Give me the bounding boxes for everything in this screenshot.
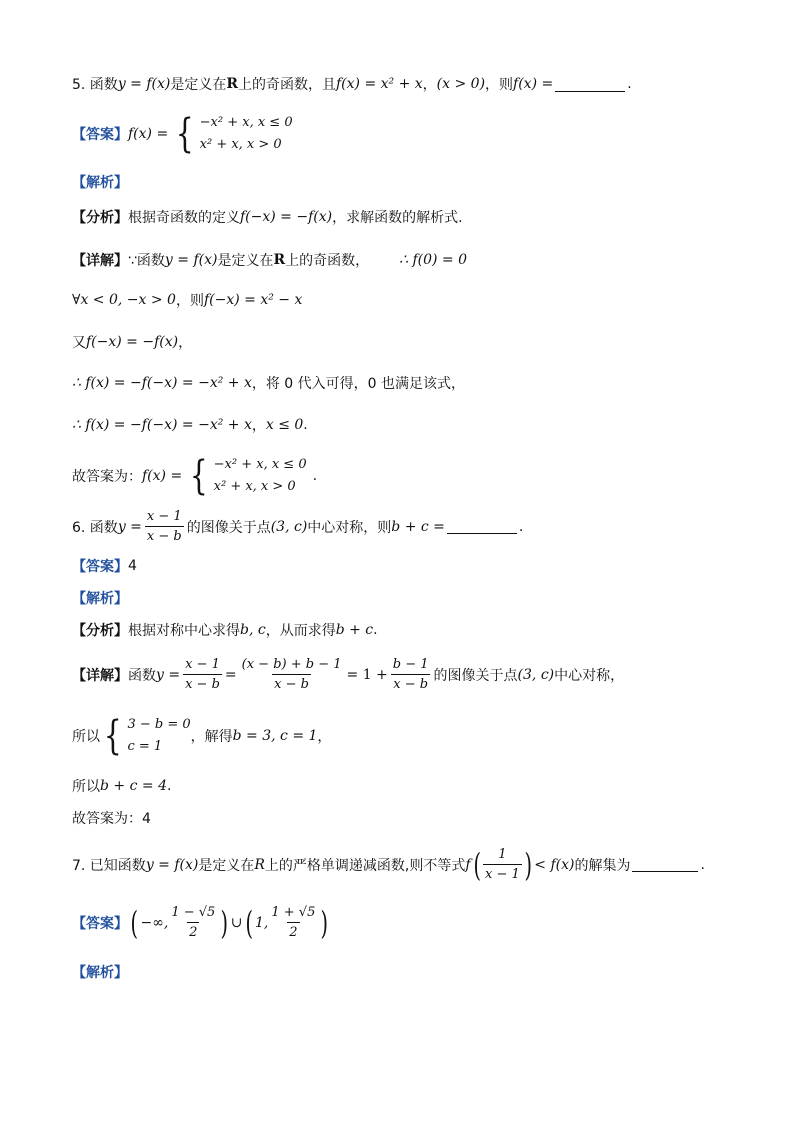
q5-detail-expr1: y = f(x)	[164, 252, 218, 268]
q5-expr-fx-eq: f(x) =	[513, 76, 554, 92]
q6-answer-value: 4	[128, 558, 137, 574]
q6-d-f3-den: x − b	[391, 674, 430, 693]
q7-stem-d: 的解集为	[574, 857, 631, 874]
q6-frac-num: x − 1	[146, 509, 182, 524]
q6-answer	[72, 556, 137, 576]
q6-d-f2-den: x − b	[272, 674, 311, 693]
q6-d-y: y =	[156, 666, 181, 683]
q6-frac-den: x − b	[145, 526, 184, 545]
q7-fraction	[483, 846, 522, 883]
q5-l2-b: ，	[178, 335, 193, 351]
q5-answer-tag: 【答案】	[72, 127, 128, 143]
q5-line4	[72, 415, 308, 435]
q6-d-point: (3, c)	[517, 666, 555, 683]
q6-detail-tag: 【详解】	[72, 667, 128, 684]
q5-stem-text-b: 是定义在	[170, 77, 227, 93]
q7-ans1-a: −∞,	[140, 914, 169, 931]
q6-fraction	[145, 508, 184, 545]
q6-fenxi-c: .	[373, 622, 378, 638]
q7-answer-tag: 【答案】	[72, 915, 128, 932]
q7-ans1-den: 2	[187, 922, 199, 941]
q6-fenxi-tag: 【分析】	[72, 623, 128, 639]
q6-detail-a: 函数	[128, 667, 156, 684]
q5-fenxi	[72, 207, 463, 227]
q5-fenxi-b: ，求解函数的解析式.	[332, 210, 463, 226]
q6-point: (3, c)	[270, 518, 308, 535]
q6-d-frac3	[391, 656, 431, 693]
q5-expr-yfx: y = f(x)	[117, 76, 171, 92]
q5-l1-expr2: f(−x) = x² − x	[203, 292, 303, 308]
q6-fenxi-expr2: b + c	[335, 622, 374, 638]
left-brace-icon: {	[176, 111, 194, 157]
q5-l1-a: ，则	[175, 293, 204, 309]
q5-stem-text-d: ，则	[485, 77, 514, 93]
q7-answer	[72, 904, 331, 941]
left-paren-icon: (	[473, 845, 481, 884]
q7-real-set: R	[254, 856, 265, 873]
right-paren-icon: )	[524, 845, 532, 884]
q6-y-eq: y =	[117, 518, 142, 535]
q5-final-case1: −x² + x, x ≤ 0	[213, 457, 307, 472]
q5-final-lhs: f(x) =	[142, 468, 183, 484]
q7-frac-den: x − 1	[483, 864, 522, 883]
q5-real-set: R	[226, 76, 238, 92]
q6-d-eq1: =	[224, 666, 237, 683]
q5-l2-expr: f(−x) = −f(x)	[86, 334, 179, 350]
q6-d-eq2: = 1 +	[346, 666, 388, 683]
q6-system	[72, 714, 331, 758]
left-paren-icon: (	[130, 903, 138, 942]
q5-final-case2: x² + x, x > 0	[213, 479, 296, 494]
q5-answer-lhs: f(x) =	[128, 126, 169, 142]
q5-fenxi-expr: f(−x) = −f(x)	[240, 209, 333, 225]
q6-sys-case1: 3 − b = 0	[127, 717, 191, 732]
q6-d-frac1	[183, 656, 222, 693]
q7-ineq: < f(x)	[534, 856, 575, 873]
q6-stem-b: 的图像关于点	[186, 519, 271, 536]
q5-detail-tag: 【详解】	[72, 253, 128, 269]
q6-sys-c: ，	[317, 729, 332, 745]
q6-sum-a: 所以	[72, 779, 100, 795]
q5-stem	[72, 74, 632, 94]
q5-answer	[72, 112, 293, 156]
q6-expr: b + c =	[391, 518, 445, 535]
q5-detail-a: ∵函数	[128, 253, 165, 269]
q6-final-text: 故答案为：4	[72, 811, 151, 827]
q5-answer-case1: −x² + x, x ≤ 0	[199, 115, 293, 130]
right-paren-icon: )	[320, 903, 329, 942]
q5-expr-fx: f(x) = x² + x	[336, 76, 423, 92]
q5-l4-expr2: x ≤ 0	[265, 417, 304, 433]
q6-sys-cases	[100, 714, 191, 758]
q6-answer-tag: 【答案】	[72, 559, 128, 575]
q5-fenxi-tag: 【分析】	[72, 210, 128, 226]
q5-sep: ，	[422, 77, 437, 93]
q5-l1-expr: ∀x < 0, −x > 0	[72, 292, 176, 308]
q5-line3	[72, 373, 465, 393]
q5-final-cases	[186, 454, 306, 498]
q7-union: ∪	[230, 914, 243, 931]
q6-detail-b: 的图像关于点	[433, 667, 518, 684]
q5-detail-real-set: R	[273, 252, 286, 268]
q7-ans2-frac	[269, 904, 317, 941]
q6-fenxi-expr: b, c	[240, 622, 266, 638]
q7-stem	[72, 846, 705, 883]
q5-end: .	[627, 76, 632, 92]
q7-expr1: y = f(x)	[145, 856, 199, 873]
q7-f-lhs: f	[465, 856, 471, 873]
q5-detail-c: 上的奇函数，	[285, 253, 370, 269]
left-brace-icon: {	[103, 713, 122, 759]
q5-detail-expr2: ∴ f(0) = 0	[399, 252, 468, 268]
q6-d-f3-num: b − 1	[392, 657, 429, 672]
q6-analysis-header	[72, 588, 128, 608]
q5-l4-expr: ∴ f(x) = −f(−x) = −x² + x	[72, 417, 252, 433]
q6-analysis-tag: 【解析】	[72, 591, 128, 607]
q7-ans1-num: 1 − √5	[171, 905, 216, 920]
q7-ans2-num: 1 + √5	[271, 905, 316, 920]
q5-analysis-tag: 【解析】	[72, 175, 128, 191]
right-paren-icon: )	[220, 903, 229, 942]
q6-fenxi-a: 根据对称中心求得	[128, 623, 240, 639]
q7-stem-b: 是定义在	[198, 857, 255, 874]
q6-stem-c: 中心对称，则	[307, 519, 392, 536]
q5-final	[72, 454, 317, 498]
q5-detail	[72, 250, 467, 270]
q5-l3-expr: ∴ f(x) = −f(−x) = −x² + x	[72, 375, 252, 391]
q7-analysis-tag: 【解析】	[72, 965, 128, 981]
q6-sum-b: .	[166, 778, 172, 794]
q6-stem	[72, 508, 523, 545]
q6-fenxi	[72, 620, 378, 640]
q6-sys-case2: c = 1	[127, 739, 163, 754]
q6-sum-expr: b + c = 4	[100, 778, 167, 794]
q6-d-frac2	[240, 656, 344, 693]
q6-end: .	[518, 518, 524, 535]
q7-end: .	[700, 856, 705, 873]
q6-sys-b: ，解得	[190, 729, 233, 745]
q5-l2-a: 又	[72, 335, 86, 351]
q5-answer-cases	[172, 112, 292, 156]
q6-d-f1-den: x − b	[183, 674, 222, 693]
q5-stem-text-c: 上的奇函数，且	[238, 77, 336, 93]
q6-stem-a: 6. 函数	[72, 519, 118, 536]
q6-d-f2-num: (x − b) + b − 1	[241, 657, 342, 672]
q6-sys-a: 所以	[72, 729, 100, 745]
q7-frac-num: 1	[498, 847, 507, 862]
q7-ans2-a: 1,	[255, 914, 269, 931]
q5-final-a: 故答案为：	[72, 469, 142, 485]
q6-d-f1-num: x − 1	[185, 657, 220, 672]
q5-answer-case2: x² + x, x > 0	[199, 137, 282, 152]
q5-stem-text-a: 5. 函数	[72, 77, 118, 93]
q5-expr-domain: (x > 0)	[436, 76, 486, 92]
q7-answer-blank	[632, 857, 698, 872]
q5-l4-a: ，	[251, 418, 266, 434]
q5-l4-b: .	[303, 417, 308, 433]
q6-detail	[72, 656, 624, 693]
q7-ans1-frac	[169, 904, 217, 941]
q7-stem-c: 上的严格单调递减函数,则不等式	[264, 857, 466, 874]
q5-analysis-header	[72, 172, 128, 192]
q5-l3-a: ，将 0 代入可得，0 也满足该式，	[251, 376, 466, 392]
q7-stem-a: 7. 已知函数	[72, 857, 146, 874]
left-paren-icon: (	[245, 903, 253, 942]
q6-final	[72, 808, 151, 828]
q6-fenxi-b: ，从而求得	[265, 623, 336, 639]
q5-answer-blank	[555, 77, 625, 92]
q5-line2	[72, 332, 192, 352]
left-brace-icon: {	[190, 453, 208, 499]
q7-analysis-header	[72, 962, 128, 982]
q6-sum	[72, 776, 171, 796]
q5-line1	[72, 290, 302, 310]
q5-detail-b: 是定义在	[217, 253, 274, 269]
q5-fenxi-a: 根据奇函数的定义	[128, 210, 240, 226]
q7-ans2-den: 2	[287, 922, 299, 941]
q6-answer-blank	[447, 519, 517, 534]
q6-detail-c: 中心对称，	[554, 667, 625, 684]
q5-final-dot: .	[312, 468, 318, 484]
q6-sys-expr: b = 3, c = 1	[232, 728, 318, 744]
